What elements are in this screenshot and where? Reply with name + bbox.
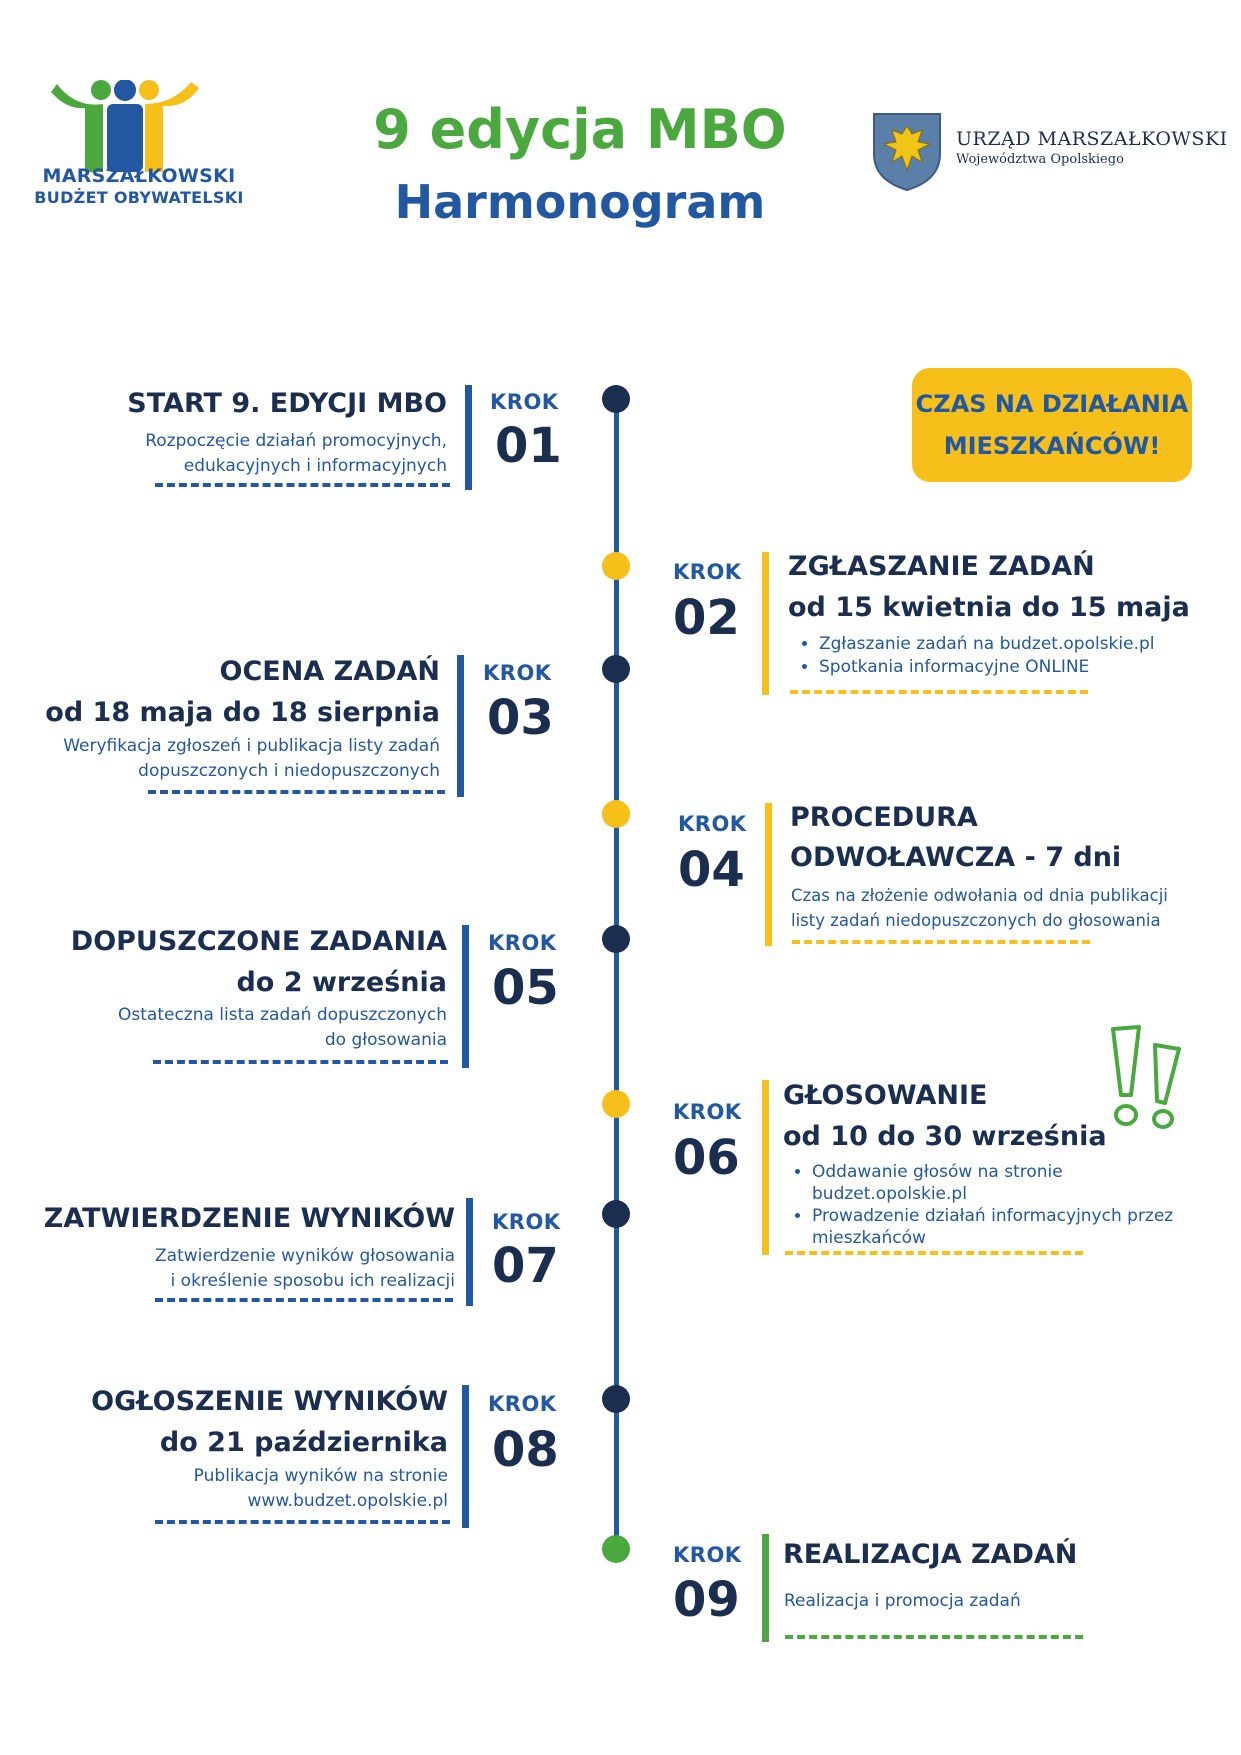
logo-line2: BUDŻET OBYWATELSKI (34, 188, 244, 207)
timeline-dot-09 (602, 1535, 630, 1563)
step-08-krok: KROK (488, 1392, 557, 1416)
step-05-dates: do 2 września (236, 967, 447, 998)
step-03-divider (148, 790, 445, 794)
step-09-desc1: Realizacja i promocja zadań (784, 1591, 1021, 1611)
timeline-dot-05 (602, 925, 630, 953)
step-05-bar (462, 925, 469, 1068)
step-04-desc1: Czas na złożenie odwołania od dnia publikacji (791, 886, 1168, 905)
step-08-desc1: Publikacja wyników na stronie (193, 1466, 448, 1486)
step-07-number: 07 (492, 1238, 559, 1294)
step-01-desc1: Rozpoczęcie działań promocyjnych, (145, 431, 447, 451)
step-01-title: START 9. EDYCJI MBO (127, 388, 447, 419)
step-07-desc1: Zatwierdzenie wyników głosowania (155, 1246, 455, 1266)
step-06-divider (785, 1251, 1083, 1255)
step-05-title: DOPUSZCZONE ZADANIA (70, 926, 447, 957)
step-06-bullet: • Oddawanie głosów na stronie budzet.opolskie.pl (812, 1161, 1202, 1205)
step-05-krok: KROK (488, 931, 557, 955)
step-03-krok: KROK (483, 661, 552, 685)
step-09-divider (785, 1635, 1083, 1639)
step-09-title: REALIZACJA ZADAŃ (783, 1539, 1078, 1570)
step-02-bullet: • Spotkania informacyjne ONLINE (819, 656, 1219, 679)
step-09-number: 09 (673, 1572, 740, 1628)
logo-line1: MARSZAŁKOWSKI (42, 165, 236, 187)
step-03-desc1: Weryfikacja zgłoszeń i publikacja listy zadań (63, 736, 440, 756)
step-02-krok: KROK (673, 560, 742, 584)
residents-action-badge (912, 368, 1192, 482)
step-02-bullets (797, 633, 1219, 679)
step-02-bullet: • Zgłaszanie zadań na budzet.opolskie.pl (819, 633, 1219, 656)
timeline-dot-01 (602, 385, 630, 413)
step-06-number: 06 (673, 1130, 740, 1186)
mbo-logo (34, 80, 244, 230)
page-title: 9 edycja MBO (373, 98, 787, 161)
step-06-bullet: • Prowadzenie działań informacyjnych przez mieszkańców (812, 1205, 1202, 1249)
step-06-title: GŁOSOWANIE (783, 1080, 988, 1111)
step-02-bar (762, 552, 769, 695)
timeline-dot-04 (602, 800, 630, 828)
step-03-bar (457, 655, 464, 797)
step-04-number: 04 (678, 842, 745, 898)
step-05-desc1: Ostateczna lista zadań dopuszczonych (118, 1005, 447, 1025)
step-02-dates: od 15 kwietnia do 15 maja (788, 592, 1190, 623)
step-04-title1: PROCEDURA (790, 802, 978, 833)
timeline-dot-08 (602, 1385, 630, 1413)
step-08-title: OGŁOSZENIE WYNIKÓW (91, 1386, 448, 1417)
step-04-desc2: listy zadań niedopuszczonych do głosowania (791, 911, 1161, 930)
step-06-bar (762, 1080, 769, 1255)
badge-line1: CZAS NA DZIAŁANIA (915, 390, 1189, 418)
step-07-divider (155, 1298, 453, 1302)
office-region: Województwa Opolskiego (956, 152, 1124, 167)
step-03-dates: od 18 maja do 18 sierpnia (45, 697, 440, 728)
step-05-desc2: do głosowania (324, 1030, 447, 1050)
step-01-bar (465, 385, 472, 490)
step-05-divider (153, 1060, 448, 1064)
timeline-dot-02 (602, 552, 630, 580)
office-name: URZĄD MARSZAŁKOWSKI (956, 128, 1228, 150)
step-08-bar (462, 1385, 469, 1528)
badge-line2: MIESZKAŃCÓW! (943, 432, 1161, 460)
step-07-bar (466, 1198, 473, 1306)
step-06-dates: od 10 do 30 września (783, 1121, 1107, 1152)
step-01-number: 01 (495, 418, 562, 474)
step-03-number: 03 (487, 690, 554, 746)
step-01-desc2: edukacyjnych i informacyjnych (183, 456, 447, 476)
step-04-bar (765, 803, 772, 946)
office-logo (872, 112, 1228, 202)
step-01-krok: KROK (490, 390, 559, 414)
step-06-krok: KROK (673, 1100, 742, 1124)
step-08-dates: do 21 października (159, 1427, 448, 1458)
step-06-bullets (790, 1161, 1202, 1249)
step-04-krok: KROK (678, 812, 747, 836)
step-07-title: ZATWIERDZENIE WYNIKÓW (43, 1203, 455, 1234)
timeline-dot-03 (602, 655, 630, 683)
page-subtitle: Harmonogram (394, 175, 766, 229)
step-08-desc2: www.budzet.opolskie.pl (247, 1491, 448, 1511)
step-07-desc2: i określenie sposobu ich realizacji (170, 1271, 455, 1291)
step-05-number: 05 (492, 960, 559, 1016)
step-09-krok: KROK (673, 1543, 742, 1567)
step-04-divider (792, 940, 1090, 944)
exclamation-icon (1107, 1025, 1187, 1135)
step-08-divider (155, 1520, 450, 1524)
step-04-title2: ODWOŁAWCZA - 7 dni (790, 842, 1122, 873)
step-09-bar (762, 1534, 769, 1642)
coat-of-arms-icon (872, 112, 942, 192)
timeline-dot-07 (602, 1200, 630, 1228)
step-02-divider (790, 690, 1088, 694)
mbo-people-icon (45, 80, 205, 172)
step-03-title: OCENA ZADAŃ (219, 656, 440, 687)
step-01-divider (155, 483, 450, 487)
step-03-desc2: dopuszczonych i niedopuszczonych (138, 761, 440, 781)
step-02-number: 02 (673, 590, 740, 646)
step-07-krok: KROK (492, 1210, 561, 1234)
step-08-number: 08 (492, 1422, 559, 1478)
step-02-title: ZGŁASZANIE ZADAŃ (788, 551, 1095, 582)
timeline-dot-06 (602, 1090, 630, 1118)
